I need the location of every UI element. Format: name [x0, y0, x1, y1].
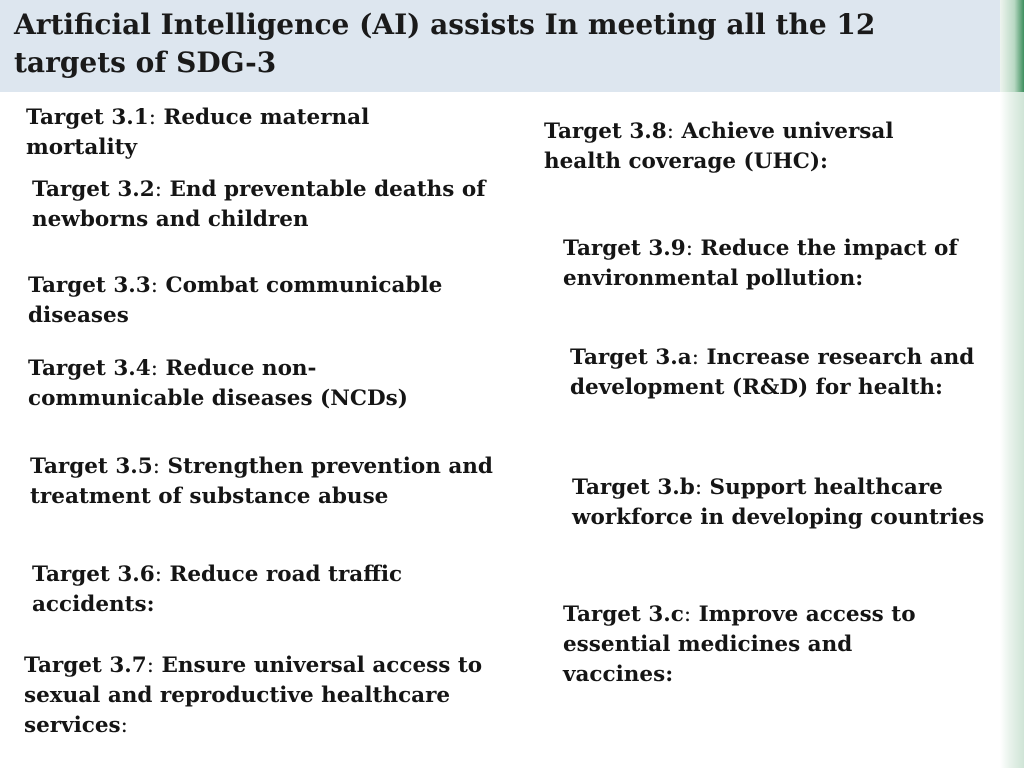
target-label: Target 3.5	[30, 454, 153, 479]
target-separator: :	[691, 345, 699, 370]
title-band	[0, 0, 1000, 92]
target-label: Target 3.6	[32, 562, 155, 587]
target-label: Target 3.2	[32, 177, 155, 202]
target-text: Combat communicable diseases	[28, 273, 443, 328]
target-3-6	[32, 560, 462, 620]
target-separator: :	[154, 562, 162, 587]
target-text: Strengthen prevention and treatment of substance abuse	[30, 454, 493, 509]
target-label: Target 3.3	[28, 273, 151, 298]
target-text: Reduce non-communicable diseases (NCDs)	[28, 356, 408, 411]
target-label: Target 3.1	[26, 105, 149, 130]
target-trail: :	[120, 713, 128, 738]
target-text: Reduce the impact of environmental pollution:	[563, 236, 958, 291]
target-separator: :	[683, 602, 692, 627]
target-3-5	[30, 452, 500, 512]
target-label: Target 3.c	[563, 602, 684, 627]
target-separator: :	[666, 119, 674, 144]
target-3-c	[563, 600, 963, 690]
target-label: Target 3.b	[572, 475, 695, 500]
target-separator: :	[694, 475, 703, 500]
target-label: Target 3.9	[563, 236, 686, 261]
target-text: Reduce maternal mortality	[26, 105, 370, 160]
target-3-8	[544, 117, 964, 177]
target-3-4	[28, 354, 468, 414]
target-separator: :	[152, 454, 160, 479]
target-separator: :	[154, 177, 162, 202]
target-separator: :	[685, 236, 693, 261]
target-text: Increase research and development (R&D) for health:	[570, 345, 975, 400]
target-3-2	[32, 175, 502, 235]
slide-title: Artificial Intelligence (AI) assists In meeting all the 12 targets of SDG-3	[14, 8, 876, 79]
target-3-9	[563, 234, 983, 294]
target-separator: :	[148, 105, 156, 130]
target-separator: :	[150, 356, 158, 381]
target-separator: :	[150, 273, 158, 298]
target-label: Target 3.7	[24, 653, 147, 678]
target-label: Target 3.a	[570, 345, 692, 370]
target-text: Ensure universal access to sexual and reproductive healthcare services	[24, 653, 483, 738]
target-3-7	[24, 651, 504, 741]
target-text: End preventable deaths of newborns and children	[32, 177, 486, 232]
target-3-1	[26, 103, 416, 163]
target-3-b	[572, 473, 992, 533]
side-accent-tab	[1000, 0, 1024, 92]
target-3-3	[28, 271, 498, 331]
target-label: Target 3.4	[28, 356, 151, 381]
target-text: Support healthcare workforce in developing countries	[572, 475, 985, 530]
side-accent-strip	[1000, 0, 1024, 768]
target-3-a	[570, 343, 980, 403]
target-text: Achieve universal health coverage (UHC):	[544, 119, 894, 174]
target-label: Target 3.8	[544, 119, 667, 144]
target-text: Improve access to essential medicines and vaccines:	[563, 602, 916, 687]
target-text: Reduce road traffic accidents:	[32, 562, 403, 617]
target-separator: :	[146, 653, 154, 678]
